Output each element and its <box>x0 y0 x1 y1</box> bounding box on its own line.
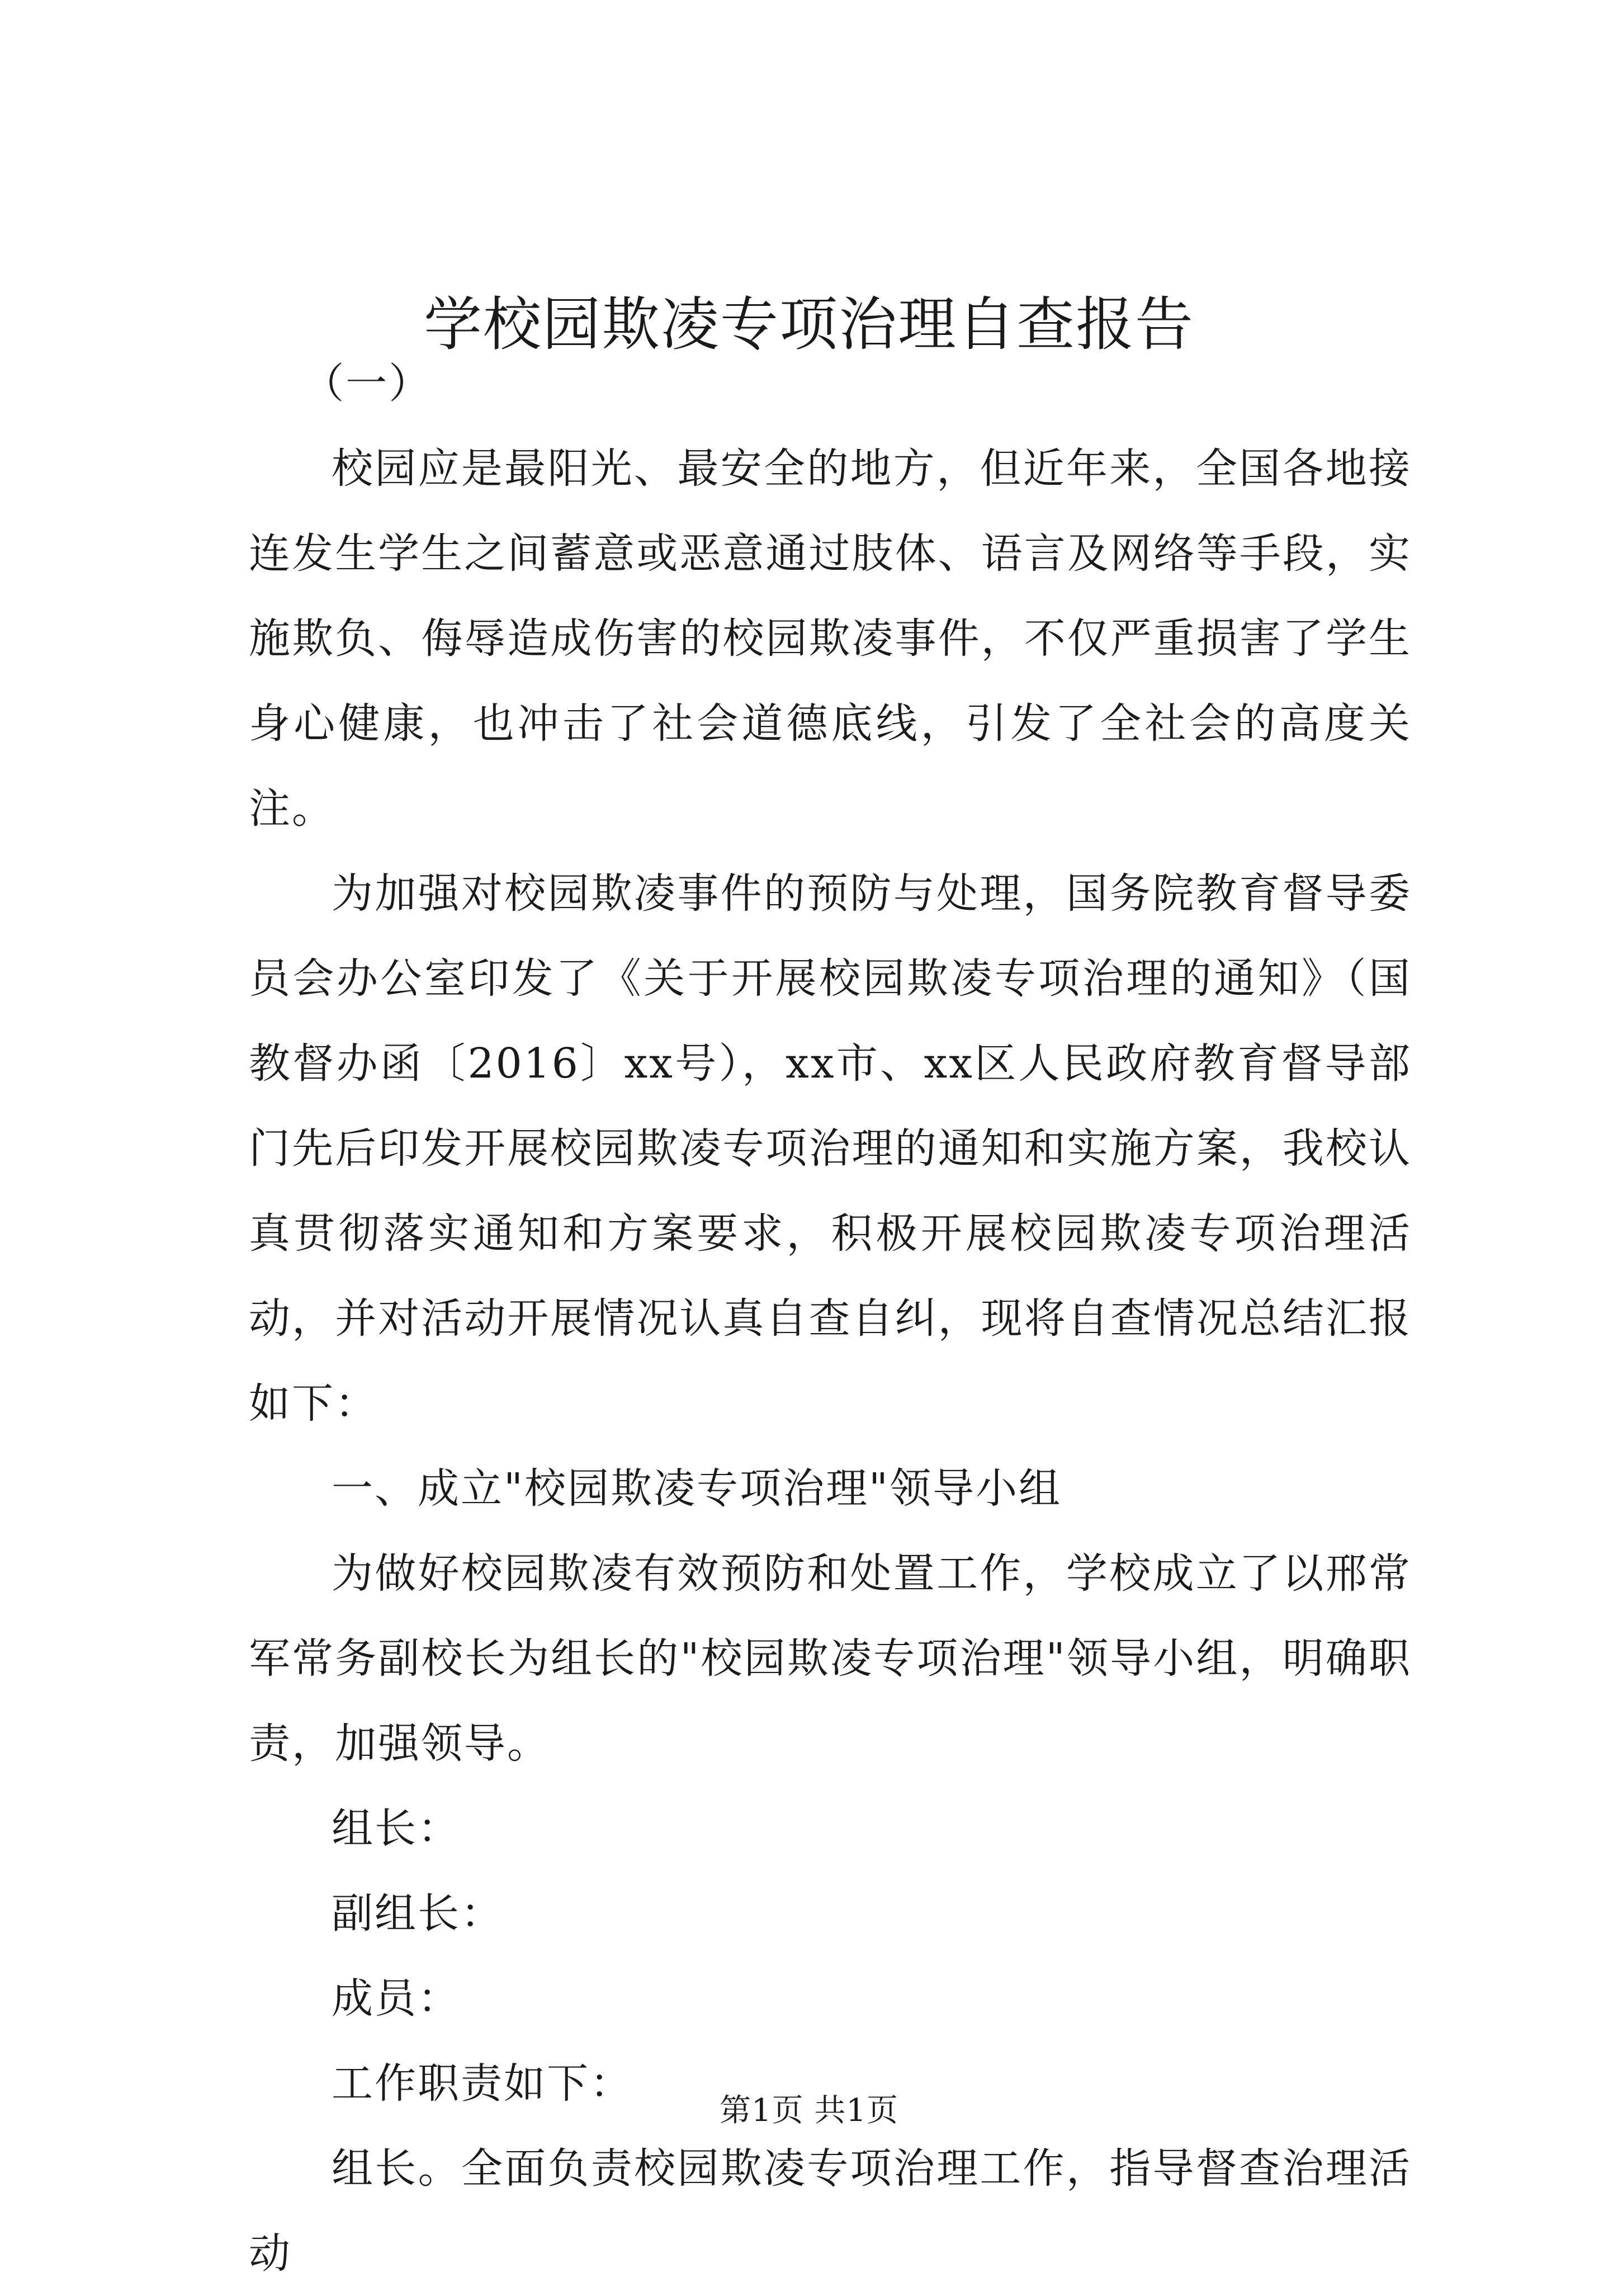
paragraph-leadership: 为做好校园欺凌有效预防和处置工作，学校成立了以邢常军常务副校长为组长的"校园欺凌专项治理"领导小组，明确职责，加强领导。 <box>249 1549 1412 1768</box>
members-line: 成员： <box>332 1974 461 2023</box>
paragraph-intro: 校园应是最阳光、最安全的地方，但近年来，全国各地接连发生学生之间蓄意或恶意通过肢体、语言及网络等手段，实施欺负、侮辱造成伤害的校园欺凌事件，不仅严重损害了学生身心健康，也冲击了社会道德底线，引发了全社会的高度关注。 <box>249 445 1412 833</box>
section-heading-1: 一、成立"校园欺凌专项治理"领导小组 <box>332 1464 1062 1513</box>
duties-heading: 工作职责如下： <box>332 2059 633 2108</box>
leader-line: 组长： <box>332 1804 461 1853</box>
document-body <box>249 341 1412 2296</box>
paragraph-leader-duty: 组长。全面负责校园欺凌专项治理工作，指导督查治理活动 <box>249 2144 1412 2278</box>
deputy-leader-line: 副组长： <box>332 1889 504 1938</box>
section-marker: （一） <box>302 360 432 408</box>
paragraph-background: 为加强对校园欺凌事件的预防与处理，国务院教育督导委员会办公室印发了《关于开展校园欺凌专项治理的通知》（国教督办函〔2016〕xx号），xx市、xx区人民政府教育督导部门先后印发开展校园欺凌专项治理的通知和实施方案，我校认真贯彻落实通知和方案要求，积极开展校园欺凌专项治理活动，并对活动开展情况认真自查自纠，现将自查情况总结汇报如下： <box>249 870 1412 1428</box>
page-footer: 第1页 共1页 <box>719 2092 899 2129</box>
document-title: 学校园欺凌专项治理自查报告 <box>423 290 1194 358</box>
